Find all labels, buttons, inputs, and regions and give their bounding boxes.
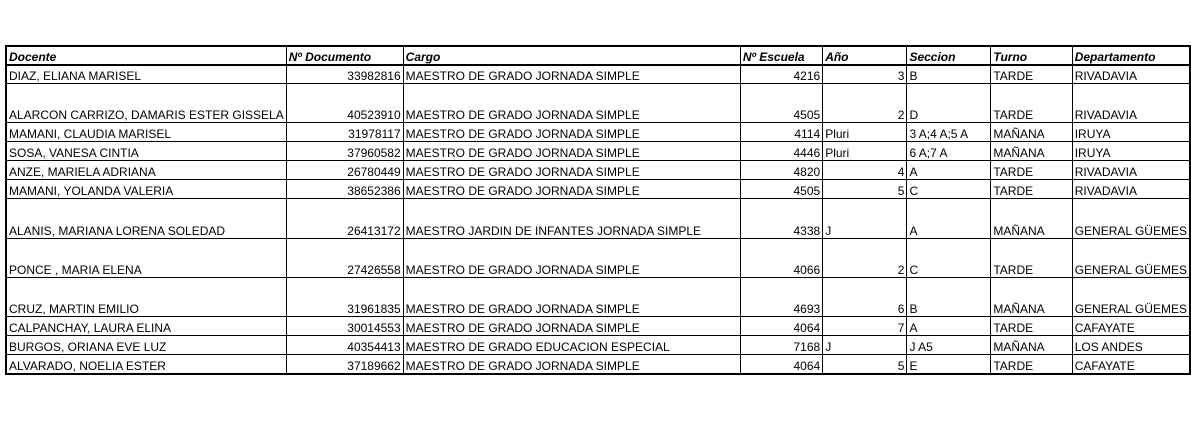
cell-seccion: E xyxy=(907,355,991,375)
cell-escuela: 4064 xyxy=(740,355,822,375)
cell-departamento: CAFAYATE xyxy=(1072,355,1190,375)
cell-departamento: RIVADAVIA xyxy=(1072,84,1190,123)
cell-cargo: MAESTRO DE GRADO JORNADA SIMPLE xyxy=(403,239,740,278)
cell-turno: TARDE xyxy=(991,317,1072,336)
cell-departamento: CAFAYATE xyxy=(1072,317,1190,336)
cell-departamento: RIVADAVIA xyxy=(1072,180,1190,199)
cell-departamento: RIVADAVIA xyxy=(1072,65,1190,84)
cell-anio: 7 xyxy=(823,317,907,336)
cell-departamento: IRUYA xyxy=(1072,123,1190,142)
cell-anio: 2 xyxy=(823,84,907,123)
cell-seccion: A xyxy=(907,317,991,336)
cell-turno: TARDE xyxy=(991,161,1072,180)
cell-cargo: MAESTRO DE GRADO JORNADA SIMPLE xyxy=(403,317,740,336)
table-row xyxy=(6,278,1190,317)
cell-escuela: 4505 xyxy=(740,84,822,123)
cell-cargo: MAESTRO DE GRADO JORNADA SIMPLE xyxy=(403,65,740,84)
cell-escuela: 4338 xyxy=(740,199,822,239)
cell-seccion: 3 A;4 A;5 A xyxy=(907,123,991,142)
cell-turno: TARDE xyxy=(991,180,1072,199)
cell-departamento: IRUYA xyxy=(1072,142,1190,161)
cell-departamento: GENERAL GÜEMES xyxy=(1072,199,1190,239)
table-row xyxy=(6,161,1190,180)
header-anio: Año xyxy=(823,46,907,65)
cell-turno: MAÑANA xyxy=(991,199,1072,239)
cell-docente: BURGOS, ORIANA EVE LUZ xyxy=(6,336,286,355)
cell-cargo: MAESTRO DE GRADO JORNADA SIMPLE xyxy=(403,278,740,317)
cell-escuela: 4216 xyxy=(740,65,822,84)
cell-cargo: MAESTRO DE GRADO JORNADA SIMPLE xyxy=(403,142,740,161)
cell-seccion: A xyxy=(907,199,991,239)
cell-anio: 5 xyxy=(823,355,907,375)
cell-escuela: 4693 xyxy=(740,278,822,317)
cell-docente: ANZE, MARIELA ADRIANA xyxy=(6,161,286,180)
cell-documento: 38652386 xyxy=(286,180,403,199)
header-docente: Docente xyxy=(6,46,286,65)
table-row xyxy=(6,180,1190,199)
cell-escuela: 4446 xyxy=(740,142,822,161)
cell-cargo: MAESTRO DE GRADO EDUCACION ESPECIAL xyxy=(403,336,740,355)
cell-cargo: MAESTRO DE GRADO JORNADA SIMPLE xyxy=(403,123,740,142)
cell-cargo: MAESTRO DE GRADO JORNADA SIMPLE xyxy=(403,180,740,199)
cell-seccion: B xyxy=(907,65,991,84)
cell-departamento: GENERAL GÜEMES xyxy=(1072,278,1190,317)
cell-anio: Pluri xyxy=(823,142,907,161)
cell-turno: MAÑANA xyxy=(991,336,1072,355)
cell-cargo: MAESTRO DE GRADO JORNADA SIMPLE xyxy=(403,84,740,123)
header-departamento: Departamento xyxy=(1072,46,1190,65)
table-row xyxy=(6,84,1190,123)
cell-docente: PONCE , MARIA ELENA xyxy=(6,239,286,278)
header-documento: Nº Documento xyxy=(286,46,403,65)
cell-seccion: C xyxy=(907,239,991,278)
cell-turno: TARDE xyxy=(991,355,1072,375)
cell-documento: 40354413 xyxy=(286,336,403,355)
table-row xyxy=(6,142,1190,161)
cell-docente: CALPANCHAY, LAURA ELINA xyxy=(6,317,286,336)
cell-docente: ALARCON CARRIZO, DAMARIS ESTER GISSELA xyxy=(6,84,286,123)
cell-turno: MAÑANA xyxy=(991,278,1072,317)
cell-escuela: 4505 xyxy=(740,180,822,199)
cell-seccion: D xyxy=(907,84,991,123)
table-row xyxy=(6,199,1190,239)
cell-seccion: A xyxy=(907,161,991,180)
cell-documento: 26413172 xyxy=(286,199,403,239)
cell-cargo: MAESTRO DE GRADO JORNADA SIMPLE xyxy=(403,161,740,180)
cell-turno: TARDE xyxy=(991,84,1072,123)
cell-anio: Pluri xyxy=(823,123,907,142)
header-turno: Turno xyxy=(991,46,1072,65)
cell-documento: 40523910 xyxy=(286,84,403,123)
cell-anio: J xyxy=(823,336,907,355)
cell-departamento: GENERAL GÜEMES xyxy=(1072,239,1190,278)
cell-anio: J xyxy=(823,199,907,239)
cell-documento: 31978117 xyxy=(286,123,403,142)
cell-documento: 37189662 xyxy=(286,355,403,375)
cell-anio: 6 xyxy=(823,278,907,317)
cell-documento: 37960582 xyxy=(286,142,403,161)
cell-turno: TARDE xyxy=(991,239,1072,278)
header-row xyxy=(6,46,1190,65)
table-row xyxy=(6,355,1190,375)
cell-docente: MAMANI, YOLANDA VALERIA xyxy=(6,180,286,199)
cell-documento: 26780449 xyxy=(286,161,403,180)
cell-seccion: B xyxy=(907,278,991,317)
cell-seccion: C xyxy=(907,180,991,199)
cell-documento: 31961835 xyxy=(286,278,403,317)
cell-turno: TARDE xyxy=(991,65,1072,84)
header-cargo: Cargo xyxy=(403,46,740,65)
table-row xyxy=(6,65,1190,84)
cell-docente: ALVARADO, NOELIA ESTER xyxy=(6,355,286,375)
cell-escuela: 7168 xyxy=(740,336,822,355)
cell-seccion: 6 A;7 A xyxy=(907,142,991,161)
table-row xyxy=(6,336,1190,355)
cell-docente: CRUZ, MARTIN EMILIO xyxy=(6,278,286,317)
cell-departamento: LOS ANDES xyxy=(1072,336,1190,355)
cell-turno: MAÑANA xyxy=(991,142,1072,161)
header-escuela: Nº Escuela xyxy=(740,46,822,65)
table-row xyxy=(6,239,1190,278)
cell-docente: ALANIS, MARIANA LORENA SOLEDAD xyxy=(6,199,286,239)
cell-docente: DIAZ, ELIANA MARISEL xyxy=(6,65,286,84)
cell-seccion: J A5 xyxy=(907,336,991,355)
table-row xyxy=(6,123,1190,142)
cell-docente: SOSA, VANESA CINTIA xyxy=(6,142,286,161)
table-row xyxy=(6,317,1190,336)
header-seccion: Seccion xyxy=(907,46,991,65)
cell-documento: 30014553 xyxy=(286,317,403,336)
cell-escuela: 4064 xyxy=(740,317,822,336)
cell-documento: 33982816 xyxy=(286,65,403,84)
teachers-table xyxy=(5,45,1191,375)
cell-docente: MAMANI, CLAUDIA MARISEL xyxy=(6,123,286,142)
cell-escuela: 4820 xyxy=(740,161,822,180)
cell-documento: 27426558 xyxy=(286,239,403,278)
cell-anio: 2 xyxy=(823,239,907,278)
cell-anio: 3 xyxy=(823,65,907,84)
cell-turno: MAÑANA xyxy=(991,123,1072,142)
cell-anio: 5 xyxy=(823,180,907,199)
cell-cargo: MAESTRO JARDIN DE INFANTES JORNADA SIMPLE xyxy=(403,199,740,239)
cell-departamento: RIVADAVIA xyxy=(1072,161,1190,180)
cell-anio: 4 xyxy=(823,161,907,180)
cell-escuela: 4114 xyxy=(740,123,822,142)
cell-cargo: MAESTRO DE GRADO JORNADA SIMPLE xyxy=(403,355,740,375)
cell-escuela: 4066 xyxy=(740,239,822,278)
